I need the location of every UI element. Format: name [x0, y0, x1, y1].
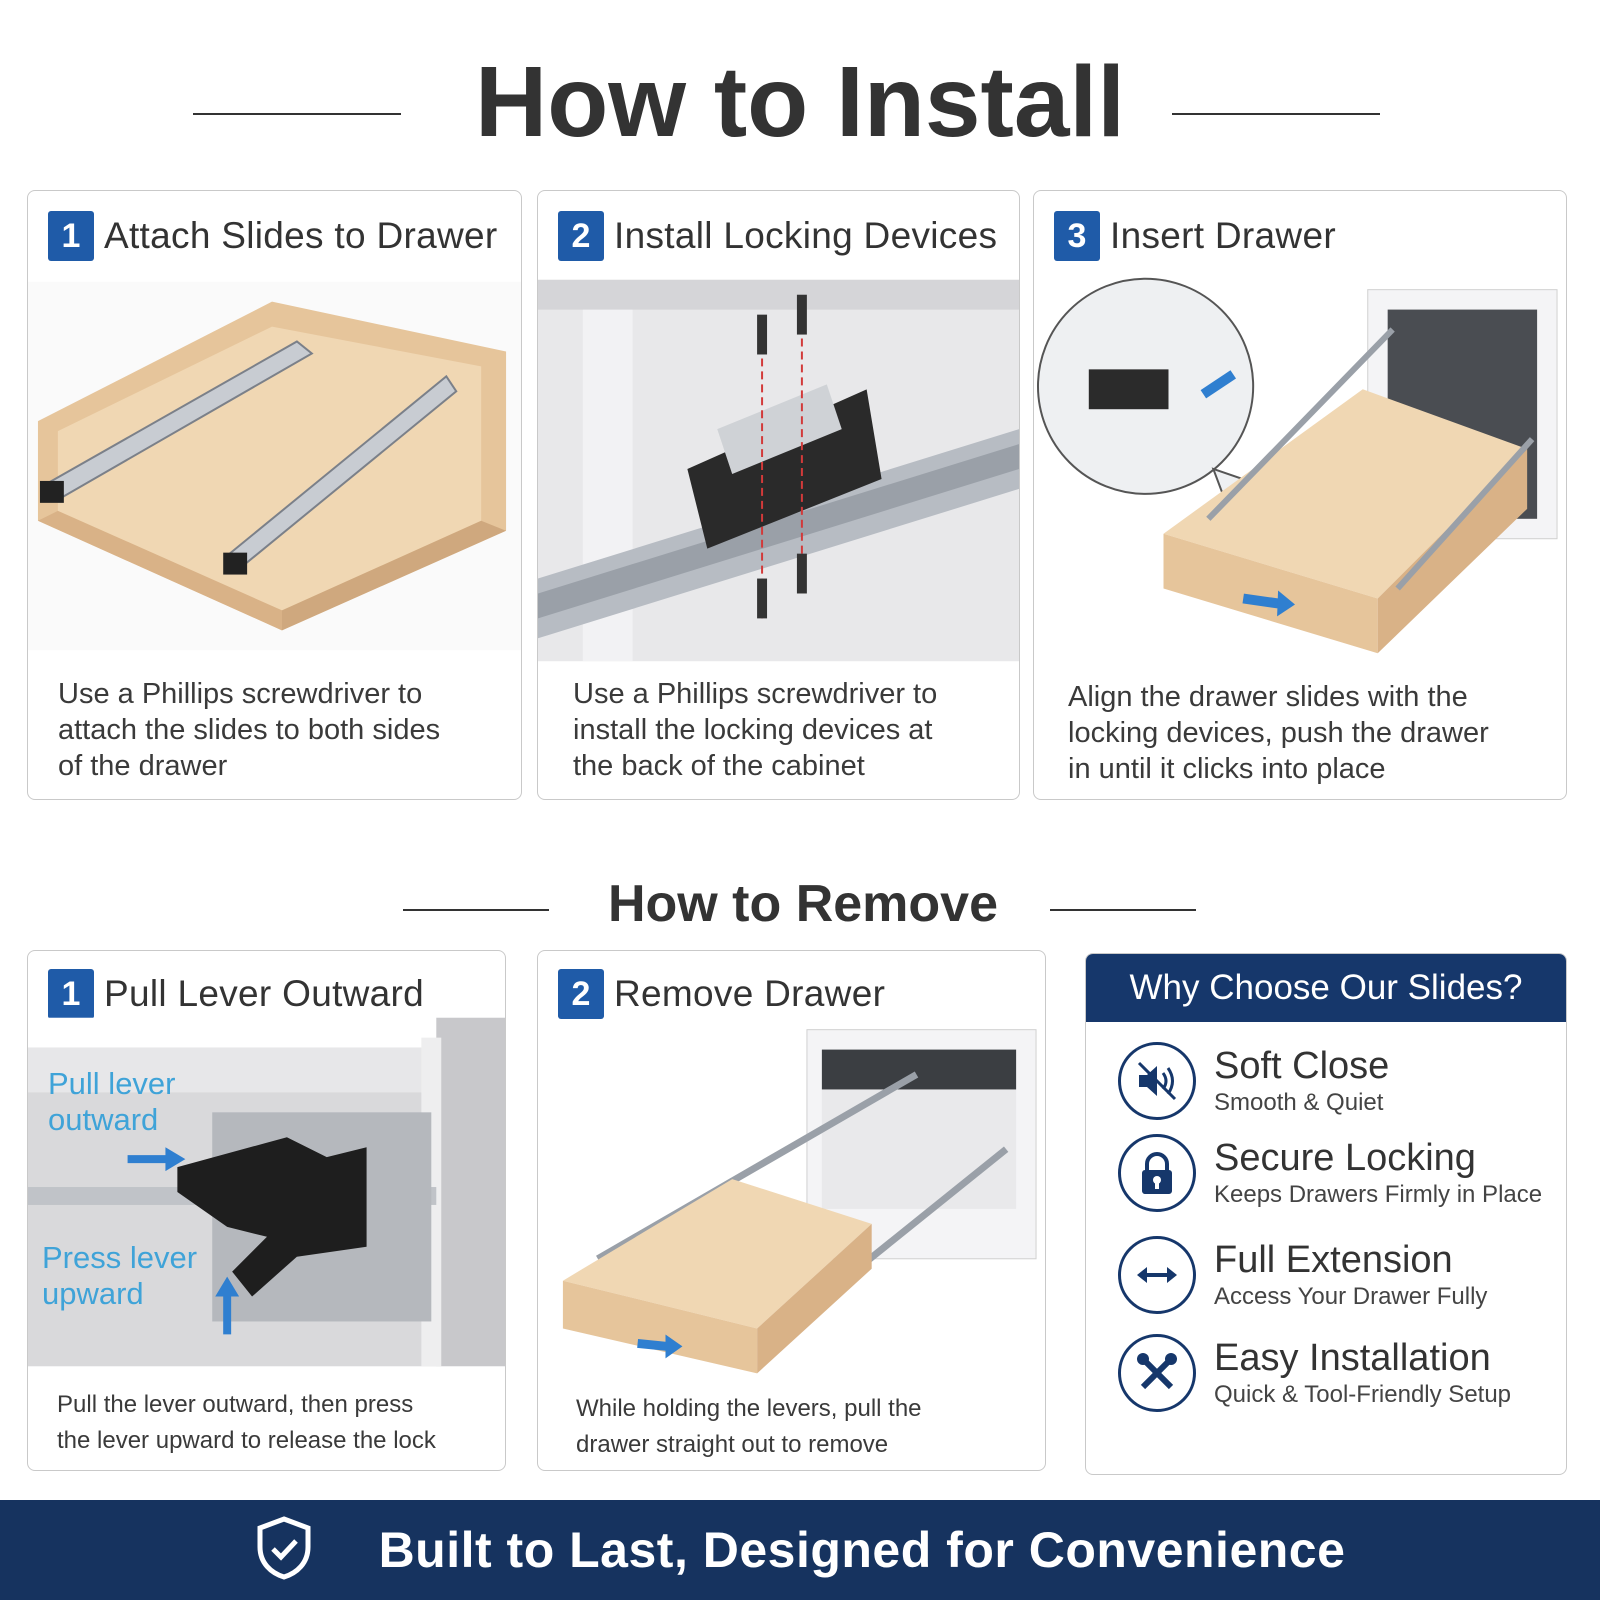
why-choose-title: Why Choose Our Slides?: [1086, 954, 1566, 1022]
step-number-badge: 3: [1054, 211, 1100, 261]
install-step-1-title: Attach Slides to Drawer: [104, 215, 498, 256]
step-number-badge: 2: [558, 211, 604, 261]
step-number-badge: 1: [48, 211, 94, 261]
why-choose-panel: [1085, 953, 1567, 1475]
feature-subtitle: Keeps Drawers Firmly in Place: [1214, 1181, 1543, 1208]
drawer-with-slides-illustration: [28, 281, 521, 651]
remove-step-1-card: [27, 950, 506, 1471]
remove-drawer-illustration: [538, 1029, 1045, 1374]
remove-step-2-description: While holding the levers, pull the drawer straight out to remove: [576, 1395, 922, 1458]
press-lever-callout: Press lever upward: [42, 1240, 198, 1311]
install-step-3-description: Align the drawer slides with the locking devices, push the drawer in until it clicks into place: [1068, 681, 1489, 785]
remove-step-2-card: [537, 950, 1046, 1471]
step-number-badge: 1: [48, 969, 94, 1019]
feature-subtitle: Smooth & Quiet: [1214, 1089, 1384, 1116]
double-arrow-icon: [1118, 1236, 1196, 1314]
feature-subtitle: Quick & Tool-Friendly Setup: [1214, 1381, 1512, 1408]
install-step-2-title: Install Locking Devices: [614, 215, 998, 256]
install-step-3-title: Insert Drawer: [1110, 215, 1336, 256]
insert-drawer-illustration: [1034, 269, 1566, 664]
install-step-3-header: [1054, 211, 1336, 261]
remove-step-1-title: Pull Lever Outward: [104, 973, 425, 1014]
remove-step-2-title: Remove Drawer: [614, 973, 886, 1014]
remove-title: How to Remove: [607, 875, 999, 933]
feature-title: Full Extension: [1214, 1239, 1453, 1281]
install-step-2-description: Use a Phillips screwdriver to install the locking devices at the back of the cabinet: [573, 678, 938, 782]
remove-step-2-header: [558, 969, 885, 1019]
footer-tagline: Built to Last, Designed for Convenience: [378, 1522, 1346, 1578]
feature-soft-close: [1118, 1042, 1389, 1120]
shield-check-icon: [255, 1515, 313, 1586]
lock-icon: [1118, 1134, 1196, 1212]
remove-step-1-description: Pull the lever outward, then press the lever upward to release the lock: [57, 1391, 436, 1454]
install-step-1-card: [27, 190, 522, 800]
pull-lever-callout: Pull lever outward: [48, 1066, 176, 1137]
mute-speaker-icon: [1118, 1042, 1196, 1120]
feature-easy-installation: [1118, 1334, 1511, 1412]
feature-title: Secure Locking: [1214, 1137, 1476, 1179]
feature-full-extension: [1118, 1236, 1487, 1314]
step-number-badge: 2: [558, 969, 604, 1019]
locking-device-illustration: [538, 279, 1019, 662]
remove-step-1-header: [48, 969, 424, 1019]
footer-banner: [0, 1500, 1600, 1600]
install-step-2-header: [558, 211, 997, 261]
install-step-1-header: [48, 211, 498, 261]
feature-secure-locking: [1118, 1134, 1542, 1212]
install-step-3-card: [1033, 190, 1567, 800]
install-step-1-description: Use a Phillips screwdriver to attach the slides to both sides of the drawer: [58, 678, 441, 782]
feature-title: Easy Installation: [1214, 1337, 1491, 1379]
install-step-2-card: [537, 190, 1020, 800]
tools-icon: [1118, 1334, 1196, 1412]
feature-subtitle: Access Your Drawer Fully: [1214, 1283, 1488, 1310]
feature-title: Soft Close: [1214, 1045, 1390, 1087]
install-title: How to Install: [475, 46, 1125, 158]
